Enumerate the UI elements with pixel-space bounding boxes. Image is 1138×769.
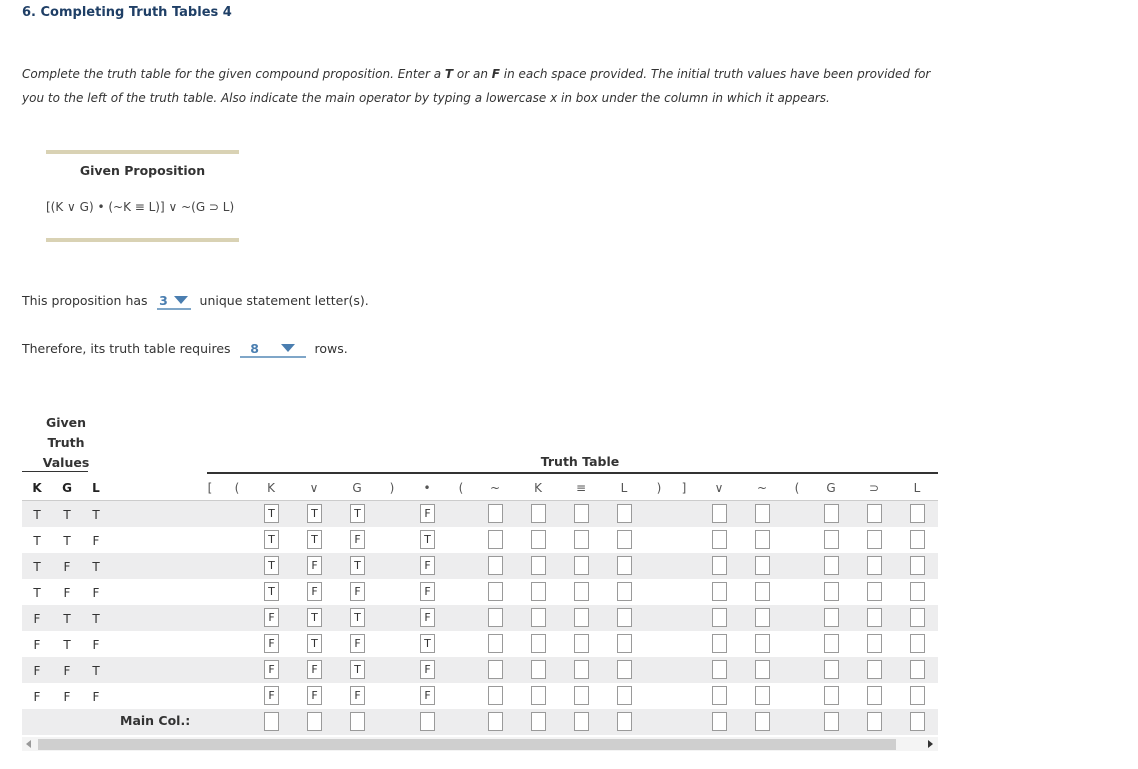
truth-value-input[interactable] — [488, 660, 503, 679]
truth-value-input[interactable] — [755, 582, 770, 601]
given-proposition-title: Given Proposition — [79, 163, 206, 178]
prefilled-value-box: T — [264, 530, 279, 549]
truth-value-input[interactable] — [617, 530, 632, 549]
given-value-cell: T — [92, 508, 100, 522]
prefilled-value-box: T — [264, 504, 279, 523]
truth-value-input[interactable] — [824, 634, 839, 653]
given-value-cell: F — [92, 690, 100, 704]
truth-value-input[interactable] — [712, 608, 727, 627]
scroll-right-arrow-icon[interactable] — [928, 740, 933, 748]
given-truth-values-title: Given Truth Values — [42, 415, 90, 470]
given-proposition-top-bar — [46, 150, 239, 154]
given-header-k: K — [32, 481, 42, 495]
truth-value-input[interactable] — [531, 530, 546, 549]
truth-table-header: K — [267, 481, 275, 495]
truth-value-input[interactable] — [617, 504, 632, 523]
chevron-down-icon — [174, 296, 188, 304]
truth-value-input[interactable] — [617, 634, 632, 653]
truth-value-input[interactable] — [824, 608, 839, 627]
truth-value-input[interactable] — [531, 660, 546, 679]
main-column-input[interactable] — [824, 712, 839, 731]
truth-value-input[interactable] — [712, 556, 727, 575]
given-value-cell: F — [33, 690, 41, 704]
truth-value-input[interactable] — [910, 556, 925, 575]
prefilled-value-box: F — [420, 504, 435, 523]
truth-value-input[interactable] — [867, 634, 882, 653]
truth-value-input[interactable] — [574, 634, 589, 653]
given-proposition-text: [(K ∨ G) • (~K ≡ L)] ∨ ~(G ⊃ L) — [46, 200, 235, 214]
given-value-cell: T — [33, 508, 41, 522]
prefilled-value-box: T — [350, 504, 365, 523]
truth-table-header: ≡ — [575, 481, 587, 495]
prefilled-value-box: F — [350, 530, 365, 549]
statement-letters-dropdown[interactable]: 3 — [157, 293, 191, 310]
given-value-cell: T — [33, 586, 41, 600]
prefilled-value-box: F — [420, 608, 435, 627]
truth-value-input[interactable] — [574, 582, 589, 601]
truth-value-input[interactable] — [617, 608, 632, 627]
truth-value-input[interactable] — [617, 660, 632, 679]
truth-value-input[interactable] — [531, 504, 546, 523]
scrollbar-thumb[interactable] — [38, 739, 896, 750]
table-row — [22, 605, 938, 631]
truth-value-input[interactable] — [755, 660, 770, 679]
given-value-cell: F — [63, 690, 71, 704]
main-column-input[interactable] — [574, 712, 589, 731]
main-column-input[interactable] — [350, 712, 365, 731]
main-column-input[interactable] — [910, 712, 925, 731]
main-column-input[interactable] — [307, 712, 322, 731]
truth-value-input[interactable] — [824, 556, 839, 575]
main-column-input[interactable] — [420, 712, 435, 731]
prefilled-value-box: F — [307, 556, 322, 575]
prefilled-value-box: T — [307, 530, 322, 549]
truth-value-input[interactable] — [755, 504, 770, 523]
truth-value-input[interactable] — [712, 634, 727, 653]
truth-table-header: ( — [234, 481, 240, 495]
prefilled-value-box: T — [420, 530, 435, 549]
prefilled-value-box: F — [350, 634, 365, 653]
truth-table-header: ) — [389, 481, 395, 495]
main-column-input[interactable] — [531, 712, 546, 731]
prefilled-value-box: F — [420, 686, 435, 705]
given-value-cell: F — [33, 664, 41, 678]
truth-value-input[interactable] — [824, 660, 839, 679]
given-value-cell: F — [33, 638, 41, 652]
truth-value-input[interactable] — [617, 582, 632, 601]
prefilled-value-box: T — [307, 608, 322, 627]
truth-value-input[interactable] — [910, 504, 925, 523]
prefilled-value-box: F — [264, 608, 279, 627]
given-value-cell: F — [63, 664, 71, 678]
truth-value-input[interactable] — [910, 660, 925, 679]
truth-value-input[interactable] — [824, 686, 839, 705]
truth-value-input[interactable] — [867, 530, 882, 549]
given-value-cell: T — [92, 612, 100, 626]
truth-value-input[interactable] — [824, 530, 839, 549]
prefilled-value-box: F — [420, 660, 435, 679]
main-column-input[interactable] — [867, 712, 882, 731]
truth-table-header: ∨ — [309, 481, 319, 495]
given-value-cell: T — [63, 612, 71, 626]
truth-value-input[interactable] — [755, 686, 770, 705]
given-value-cell: T — [63, 508, 71, 522]
main-column-input[interactable] — [755, 712, 770, 731]
truth-value-input[interactable] — [712, 660, 727, 679]
truth-table-header: ( — [458, 481, 464, 495]
prefilled-value-box: F — [307, 660, 322, 679]
truth-table-title: Truth Table — [540, 454, 620, 469]
truth-value-input[interactable] — [867, 660, 882, 679]
given-header-g: G — [62, 481, 72, 495]
given-value-cell: F — [63, 586, 71, 600]
truth-value-input[interactable] — [824, 582, 839, 601]
truth-table-rule — [207, 472, 938, 474]
truth-table-header: L — [913, 481, 921, 495]
prefilled-value-box: F — [350, 686, 365, 705]
truth-value-input[interactable] — [488, 608, 503, 627]
truth-value-input[interactable] — [488, 634, 503, 653]
truth-value-input[interactable] — [617, 686, 632, 705]
truth-value-input[interactable] — [531, 686, 546, 705]
given-header-l: L — [92, 481, 100, 495]
given-value-cell: T — [33, 560, 41, 574]
truth-table-header: K — [534, 481, 542, 495]
prefilled-value-box: F — [420, 556, 435, 575]
truth-table-header: G — [826, 481, 836, 495]
given-value-cell: F — [33, 612, 41, 626]
truth-value-input[interactable] — [910, 530, 925, 549]
prefilled-value-box: T — [264, 582, 279, 601]
truth-value-input[interactable] — [867, 582, 882, 601]
given-value-cell: T — [92, 664, 100, 678]
statement-letters-question: This proposition has 3 unique statement letter(s). — [22, 293, 369, 308]
prefilled-value-box: F — [350, 582, 365, 601]
truth-table-header: • — [423, 481, 431, 495]
table-row — [22, 657, 938, 683]
scroll-left-arrow-icon[interactable] — [26, 740, 31, 748]
truth-value-input[interactable] — [867, 686, 882, 705]
truth-value-input[interactable] — [574, 686, 589, 705]
truth-table-header: L — [620, 481, 628, 495]
truth-table-header: ⊃ — [868, 481, 880, 495]
truth-value-input[interactable] — [531, 608, 546, 627]
truth-value-input[interactable] — [617, 556, 632, 575]
prefilled-value-box: F — [264, 634, 279, 653]
given-value-cell: T — [33, 534, 41, 548]
prefilled-value-box: F — [307, 686, 322, 705]
truth-table-header: ∨ — [714, 481, 724, 495]
truth-value-input[interactable] — [712, 582, 727, 601]
truth-value-input[interactable] — [910, 582, 925, 601]
given-value-cell: T — [63, 638, 71, 652]
truth-value-input[interactable] — [910, 686, 925, 705]
truth-value-input[interactable] — [574, 556, 589, 575]
rows-dropdown[interactable]: 8 — [240, 341, 306, 358]
main-column-input[interactable] — [712, 712, 727, 731]
truth-value-input[interactable] — [755, 608, 770, 627]
given-value-cell: F — [92, 638, 100, 652]
prefilled-value-box: F — [264, 686, 279, 705]
truth-value-input[interactable] — [910, 608, 925, 627]
truth-value-input[interactable] — [867, 504, 882, 523]
prefilled-value-box: F — [307, 582, 322, 601]
given-value-cell: T — [63, 534, 71, 548]
given-value-cell: F — [92, 586, 100, 600]
truth-value-input[interactable] — [712, 686, 727, 705]
instructions: Complete the truth table for the given compound proposition. Enter a T or an F in each space provided. The initial truth values have been provided for you to the left of the truth table. Also indicate the main operator by typing a lowercase x in box under the column in which it appears. — [22, 67, 931, 105]
truth-value-input[interactable] — [867, 556, 882, 575]
given-value-cell: F — [63, 560, 71, 574]
truth-value-input[interactable] — [574, 530, 589, 549]
prefilled-value-box: T — [350, 556, 365, 575]
prefilled-value-box: F — [264, 660, 279, 679]
prefilled-value-box: F — [420, 582, 435, 601]
truth-value-input[interactable] — [488, 582, 503, 601]
truth-value-input[interactable] — [867, 608, 882, 627]
truth-table-header: ~ — [489, 481, 501, 495]
truth-value-input[interactable] — [712, 504, 727, 523]
table-row — [22, 553, 938, 579]
prefilled-value-box: T — [264, 556, 279, 575]
truth-value-input[interactable] — [531, 582, 546, 601]
truth-value-input[interactable] — [910, 634, 925, 653]
main-column-input[interactable] — [264, 712, 279, 731]
truth-table-header: ( — [794, 481, 800, 495]
truth-table-header: ] — [681, 481, 687, 495]
main-column-label: Main Col.: — [120, 713, 191, 728]
truth-value-input[interactable] — [488, 556, 503, 575]
table-row — [22, 501, 938, 527]
chevron-down-icon — [281, 344, 295, 352]
truth-value-input[interactable] — [755, 634, 770, 653]
truth-value-input[interactable] — [755, 556, 770, 575]
truth-table-header: G — [352, 481, 362, 495]
truth-value-input[interactable] — [488, 530, 503, 549]
truth-value-input[interactable] — [531, 634, 546, 653]
truth-value-input[interactable] — [488, 686, 503, 705]
rows-question: Therefore, its truth table requires 8 rows. — [22, 341, 348, 356]
given-value-cell: F — [92, 534, 100, 548]
truth-value-input[interactable] — [755, 530, 770, 549]
truth-value-input[interactable] — [574, 504, 589, 523]
truth-value-input[interactable] — [712, 530, 727, 549]
truth-value-input[interactable] — [824, 504, 839, 523]
prefilled-value-box: T — [350, 660, 365, 679]
truth-value-input[interactable] — [531, 556, 546, 575]
truth-value-input[interactable] — [574, 608, 589, 627]
given-truth-values-underline — [22, 471, 88, 472]
main-column-input[interactable] — [488, 712, 503, 731]
given-value-cell: T — [92, 560, 100, 574]
prefilled-value-box: T — [307, 634, 322, 653]
prefilled-value-box: T — [350, 608, 365, 627]
truth-table-header: ) — [656, 481, 662, 495]
prefilled-value-box: T — [307, 504, 322, 523]
given-proposition-bottom-bar — [46, 238, 239, 242]
truth-value-input[interactable] — [574, 660, 589, 679]
truth-value-input[interactable] — [488, 504, 503, 523]
truth-table-header: [ — [207, 481, 213, 495]
page-title: 6. Completing Truth Tables 4 — [22, 5, 232, 20]
main-column-input[interactable] — [617, 712, 632, 731]
prefilled-value-box: T — [420, 634, 435, 653]
truth-table-header: ~ — [756, 481, 768, 495]
